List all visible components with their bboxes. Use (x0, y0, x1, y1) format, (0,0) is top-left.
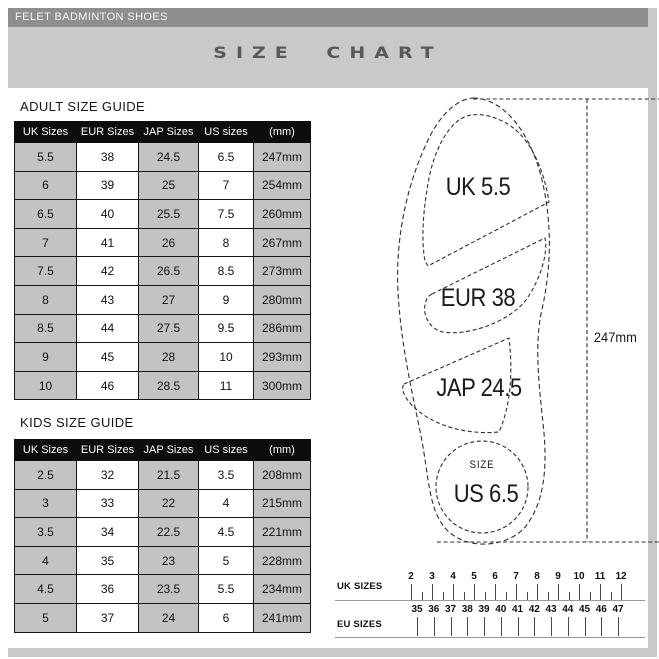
adult-guide-title: ADULT SIZE GUIDE (20, 99, 146, 114)
ruler-tick (474, 584, 475, 600)
size-cell: 35 (77, 546, 139, 575)
ruler-number: 36 (428, 604, 440, 615)
size-cell: 43 (77, 285, 139, 314)
size-cell: 24.5 (139, 143, 199, 172)
size-cell: 228mm (254, 546, 311, 575)
column-header: (mm) (254, 440, 311, 461)
header-panel (8, 8, 648, 88)
table-row (15, 343, 311, 372)
eur-size-label: EUR 38 (440, 284, 516, 312)
size-cell: 8.5 (199, 257, 254, 286)
size-cell: 280mm (254, 285, 311, 314)
size-cell: 46 (77, 371, 139, 400)
table-row (15, 489, 311, 518)
table-row (15, 603, 311, 632)
size-cell: 273mm (254, 257, 311, 286)
size-cell: 27 (139, 285, 199, 314)
size-cell: 38 (77, 143, 139, 172)
size-cell: 23.5 (139, 575, 199, 604)
ruler-number: 2 (408, 571, 414, 582)
size-cell: 3.5 (15, 518, 77, 547)
size-cell: 39 (77, 171, 139, 200)
size-cell: 33 (77, 489, 139, 518)
jap-size-label: JAP 24.5 (436, 374, 522, 402)
ruler-tick (601, 617, 602, 636)
ruler-number: 39 (478, 604, 490, 615)
table-row (15, 171, 311, 200)
uk-sizes-ruler (330, 568, 652, 601)
size-cell: 37 (77, 603, 139, 632)
ruler-minor-tick (569, 592, 570, 600)
size-cell: 26.5 (139, 257, 199, 286)
table-row (15, 371, 311, 400)
size-cell: 24 (139, 603, 199, 632)
size-cell: 5.5 (199, 575, 254, 604)
size-cell: 11 (199, 371, 254, 400)
ruler-tick (516, 584, 517, 600)
ruler-tick (453, 584, 454, 600)
table-row (15, 200, 311, 229)
ruler-number: 8 (534, 571, 540, 582)
us-size-label: US 6.5 (453, 480, 519, 508)
size-cell: 7.5 (199, 200, 254, 229)
column-header: US sizes (199, 440, 254, 461)
header-row (15, 440, 311, 461)
ruler-number: 11 (594, 571, 606, 582)
size-cell: 10 (15, 371, 77, 400)
size-cell: 26 (139, 228, 199, 257)
ruler-minor-tick (611, 592, 612, 600)
size-cell: 241mm (254, 603, 311, 632)
size-cell: 215mm (254, 489, 311, 518)
ruler-number: 35 (411, 604, 423, 615)
column-header: US sizes (199, 122, 254, 143)
toe-size-label: UK 5.5 (445, 173, 511, 201)
table-row (15, 314, 311, 343)
column-header: UK Sizes (15, 122, 77, 143)
size-cell: 7 (15, 228, 77, 257)
ruler-tick (534, 617, 535, 636)
table-row (15, 518, 311, 547)
ruler-number: 7 (513, 571, 519, 582)
size-cell: 21.5 (139, 461, 199, 490)
ruler-tick (467, 617, 468, 636)
length-measurement-label: 247mm (593, 329, 637, 345)
size-cell: 254mm (254, 171, 311, 200)
ruler-tick (434, 617, 435, 636)
size-cell: 9 (15, 343, 77, 372)
size-cell: 22 (139, 489, 199, 518)
size-cell: 267mm (254, 228, 311, 257)
ruler-tick (518, 617, 519, 636)
adult-size-table (14, 121, 311, 400)
kids-size-table (14, 439, 311, 633)
ruler-number: 37 (444, 604, 457, 615)
size-cell: 221mm (254, 518, 311, 547)
page-title: SIZE CHART (213, 43, 443, 63)
size-cell: 4 (199, 489, 254, 518)
size-cell: 8 (15, 285, 77, 314)
table-row (15, 257, 311, 286)
ruler-tick (621, 584, 622, 600)
column-header: JAP Sizes (139, 440, 199, 461)
size-cell: 7.5 (15, 257, 77, 286)
ruler-minor-tick (506, 592, 507, 600)
size-cell: 40 (77, 200, 139, 229)
size-cell: 3 (15, 489, 77, 518)
ruler-tick (568, 617, 569, 636)
ruler-minor-tick (443, 592, 444, 600)
size-cell: 9 (199, 285, 254, 314)
size-cell: 5 (199, 546, 254, 575)
column-header: EUR Sizes (77, 122, 139, 143)
table-row (15, 228, 311, 257)
ruler-number: 42 (528, 604, 540, 615)
ruler-number: 40 (495, 604, 507, 615)
size-cell: 6 (15, 171, 77, 200)
ruler-tick (451, 617, 452, 636)
eu-sizes-ruler (330, 601, 652, 638)
size-cell: 9.5 (199, 314, 254, 343)
ruler-number: 41 (511, 604, 524, 615)
ruler-minor-tick (485, 592, 486, 600)
size-cell: 36 (77, 575, 139, 604)
size-cell: 4 (15, 546, 77, 575)
ruler-number: 3 (429, 571, 435, 582)
header-row (15, 122, 311, 143)
ruler-tick (558, 584, 559, 600)
size-cell: 3.5 (199, 461, 254, 490)
table-row (15, 143, 311, 172)
ruler-tick (537, 584, 538, 600)
size-cell: 28 (139, 343, 199, 372)
ruler-number: 4 (450, 571, 456, 582)
size-word-label: SIZE (469, 459, 495, 471)
size-cell: 10 (199, 343, 254, 372)
ruler-tick (501, 617, 502, 636)
ruler-tick (585, 617, 586, 636)
size-cell: 6.5 (15, 200, 77, 229)
ruler-tick (432, 584, 433, 600)
ruler-number: 10 (573, 571, 585, 582)
size-cell: 34 (77, 518, 139, 547)
column-header: (mm) (254, 122, 311, 143)
ruler-minor-tick (590, 592, 591, 600)
column-header: JAP Sizes (139, 122, 199, 143)
eu-ruler-baseline (335, 637, 645, 638)
size-cell: 25.5 (139, 200, 199, 229)
size-cell: 32 (77, 461, 139, 490)
size-cell: 208mm (254, 461, 311, 490)
size-cell: 300mm (254, 371, 311, 400)
size-cell: 5 (15, 603, 77, 632)
size-cell: 4.5 (199, 518, 254, 547)
size-cell: 5.5 (15, 143, 77, 172)
size-cell: 8.5 (15, 314, 77, 343)
ruler-number: 6 (492, 571, 498, 582)
ruler-number: 46 (595, 604, 607, 615)
size-cell: 4.5 (15, 575, 77, 604)
size-cell: 7 (199, 171, 254, 200)
uk-ruler-label: UK SIZES (337, 581, 383, 592)
size-cell: 42 (77, 257, 139, 286)
ruler-minor-tick (464, 592, 465, 600)
ruler-minor-tick (527, 592, 528, 600)
ruler-tick (411, 584, 412, 600)
frame-strip-bottom (8, 648, 657, 657)
size-cell: 286mm (254, 314, 311, 343)
ruler-number: 45 (578, 604, 591, 615)
table-row (15, 546, 311, 575)
ruler-minor-tick (548, 592, 549, 600)
ruler-number: 9 (555, 571, 561, 582)
ruler-number: 5 (471, 571, 477, 582)
ruler-number: 43 (545, 604, 557, 615)
size-cell: 22.5 (139, 518, 199, 547)
size-cell: 25 (139, 171, 199, 200)
ruler-number: 44 (562, 604, 574, 615)
size-cell: 247mm (254, 143, 311, 172)
size-cell: 260mm (254, 200, 311, 229)
ruler-number: 38 (461, 604, 473, 615)
size-cell: 27.5 (139, 314, 199, 343)
size-cell: 234mm (254, 575, 311, 604)
ruler-tick (495, 584, 496, 600)
ruler-tick (417, 617, 418, 636)
ruler-tick (551, 617, 552, 636)
size-cell: 6.5 (199, 143, 254, 172)
size-cell: 8 (199, 228, 254, 257)
title-bar-label: FELET BADMINTON SHOES (15, 11, 168, 23)
size-cell: 28.5 (139, 371, 199, 400)
ruler-tick (618, 617, 619, 636)
table-row (15, 575, 311, 604)
size-cell: 41 (77, 228, 139, 257)
ruler-tick (600, 584, 601, 600)
kids-guide-title: KIDS SIZE GUIDE (20, 415, 134, 430)
size-cell: 293mm (254, 343, 311, 372)
ruler-number: 47 (612, 604, 624, 615)
table-row (15, 461, 311, 490)
title-bar (8, 8, 648, 27)
size-cell: 2.5 (15, 461, 77, 490)
ruler-minor-tick (422, 592, 423, 600)
ruler-tick (579, 584, 580, 600)
size-cell: 23 (139, 546, 199, 575)
ruler-number: 12 (615, 571, 627, 582)
eu-ruler-label: EU SIZES (337, 619, 382, 630)
size-cell: 6 (199, 603, 254, 632)
size-cell: 45 (77, 343, 139, 372)
column-header: EUR Sizes (77, 440, 139, 461)
table-row (15, 285, 311, 314)
size-cell: 44 (77, 314, 139, 343)
ruler-tick (484, 617, 485, 636)
column-header: UK Sizes (15, 440, 77, 461)
